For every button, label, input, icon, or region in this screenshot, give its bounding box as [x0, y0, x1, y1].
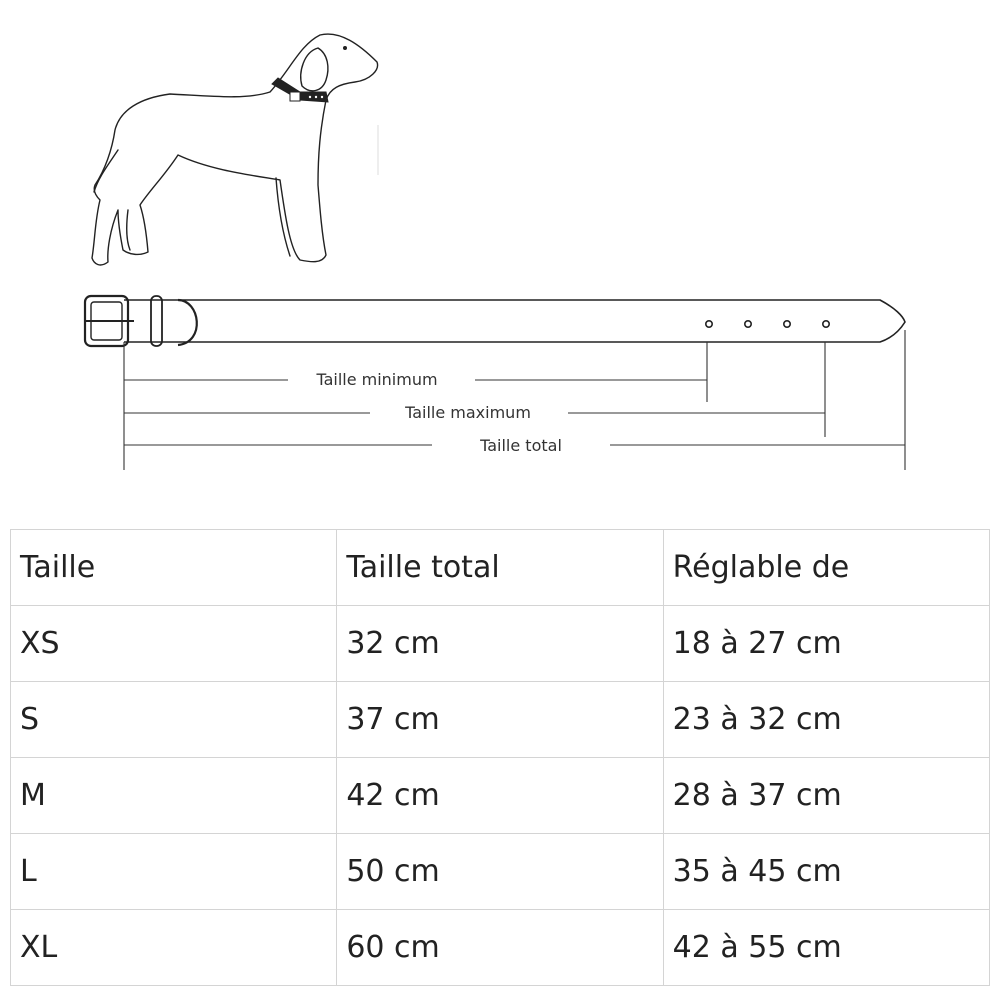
cell-range: 18 à 27 cm	[663, 606, 989, 682]
size-chart-table	[10, 529, 990, 986]
cell-size: L	[11, 834, 337, 910]
table-row	[11, 606, 990, 682]
cell-total: 42 cm	[337, 758, 663, 834]
cell-range: 23 à 32 cm	[663, 682, 989, 758]
cell-size: S	[11, 682, 337, 758]
cell-size: XS	[11, 606, 337, 682]
cell-total: 32 cm	[337, 606, 663, 682]
cell-total: 60 cm	[337, 910, 663, 986]
strap-hole	[706, 321, 712, 327]
collar-strap	[85, 296, 905, 346]
cell-range: 35 à 45 cm	[663, 834, 989, 910]
table-row	[11, 910, 990, 986]
dog-body-outline	[92, 34, 378, 265]
header-taille-total: Taille total	[337, 530, 663, 606]
cell-range: 42 à 55 cm	[663, 910, 989, 986]
table-header-row	[11, 530, 990, 606]
strap-hole	[745, 321, 751, 327]
dog-hind-leg-line	[127, 210, 130, 250]
dog-collar-hole	[315, 96, 317, 98]
dog-collar-buckle	[290, 92, 300, 101]
dog-tail	[94, 150, 118, 192]
cell-total: 37 cm	[337, 682, 663, 758]
header-taille: Taille	[11, 530, 337, 606]
cell-size: M	[11, 758, 337, 834]
dog-collar-hole	[321, 96, 323, 98]
cell-total: 50 cm	[337, 834, 663, 910]
table-row	[11, 834, 990, 910]
cell-range: 28 à 37 cm	[663, 758, 989, 834]
keeper-loop	[151, 296, 162, 346]
dog-illustration	[92, 34, 378, 265]
d-ring	[178, 300, 197, 345]
dog-front-leg-line	[276, 178, 290, 256]
dog-ear	[301, 48, 328, 91]
strap-hole	[823, 321, 829, 327]
dog-collar-hole	[309, 96, 311, 98]
label-taille-minimum: Taille minimum	[316, 370, 438, 389]
strap-hole	[784, 321, 790, 327]
table-row	[11, 758, 990, 834]
cell-size: XL	[11, 910, 337, 986]
label-taille-maximum: Taille maximum	[405, 403, 531, 422]
table-row	[11, 682, 990, 758]
header-reglable-de: Réglable de	[663, 530, 989, 606]
dog-eye	[343, 46, 347, 50]
label-taille-total: Taille total	[480, 436, 562, 455]
